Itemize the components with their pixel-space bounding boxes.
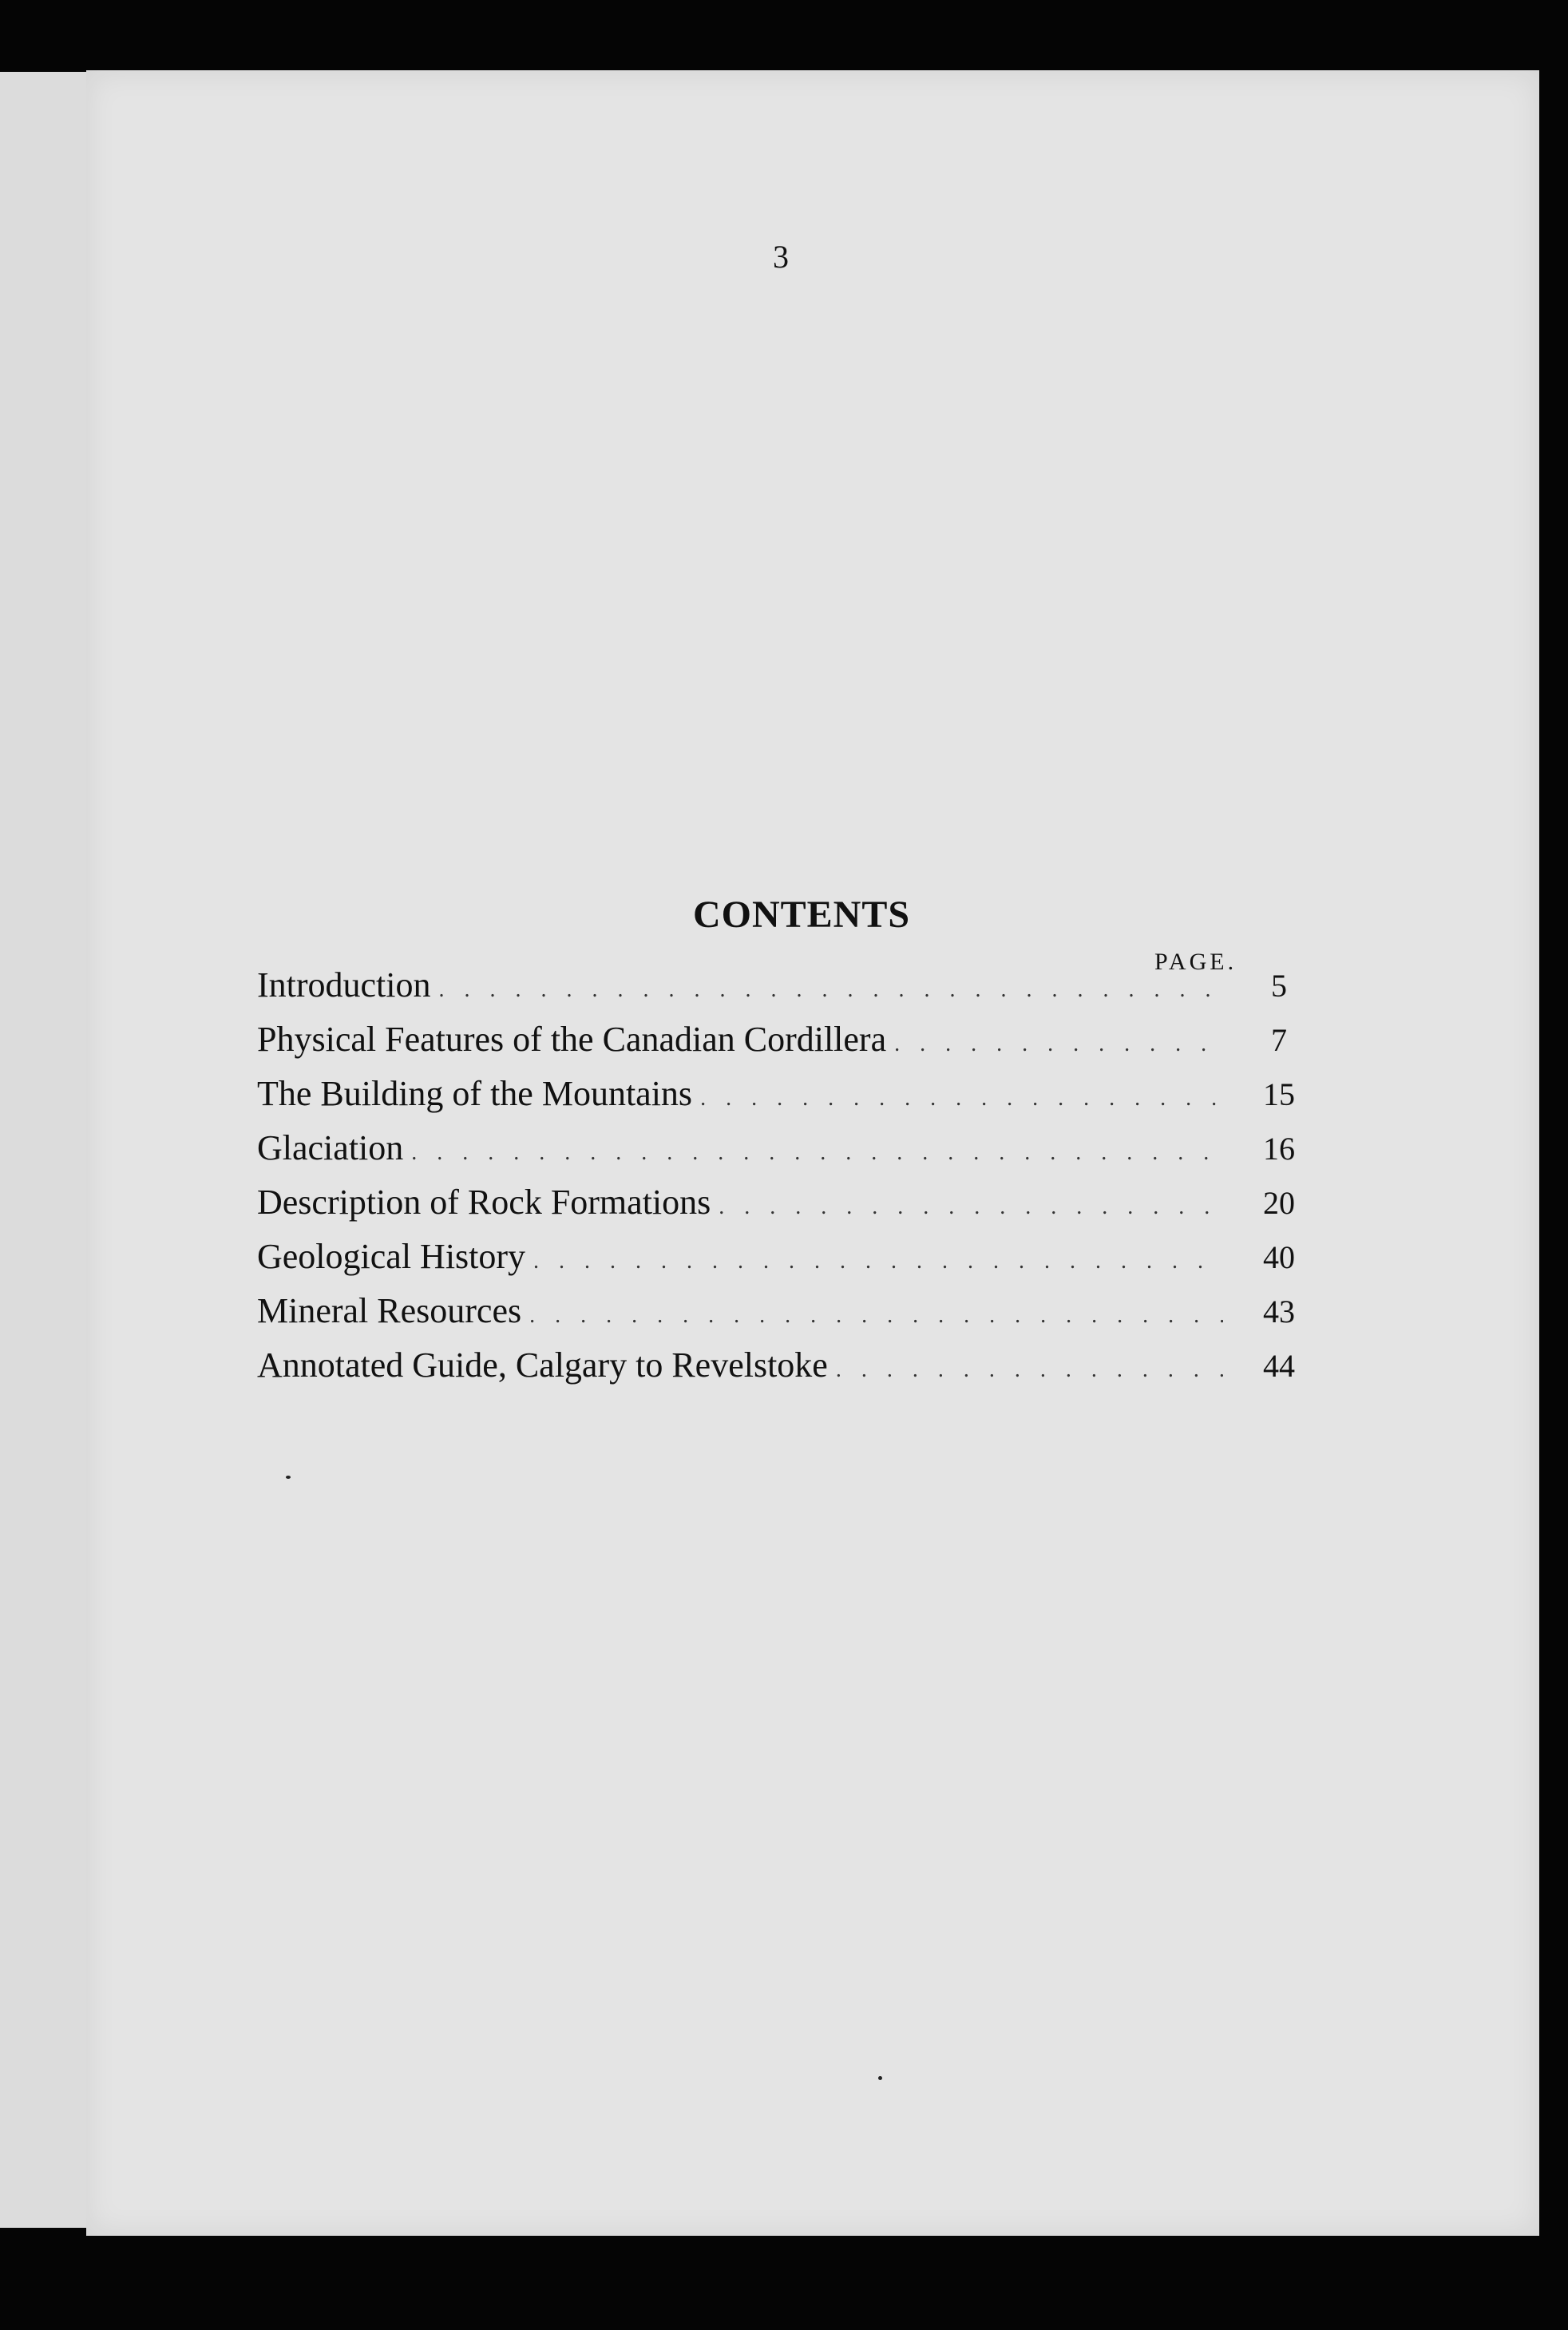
toc-entry-page: 43: [1263, 1294, 1295, 1329]
toc-entry: [257, 1230, 1327, 1284]
toc-entry: [257, 1012, 1327, 1067]
dot-leader: [836, 1343, 1223, 1397]
toc-entry-title: Physical Features of the Canadian Cordillera: [257, 1020, 887, 1059]
toc-entry-title: The Building of the Mountains: [257, 1074, 693, 1113]
contents-heading: CONTENTS: [692, 894, 911, 936]
toc-entry-page: 5: [1271, 968, 1287, 1004]
toc-entry-title: Annotated Guide, Calgary to Revelstoke: [257, 1345, 828, 1385]
toc-entry-page: 16: [1263, 1131, 1295, 1167]
page-number: 3: [773, 239, 789, 275]
dot-leader: [411, 1126, 1223, 1180]
dot-leader: [700, 1072, 1223, 1126]
table-of-contents: [257, 958, 1327, 1393]
dot-leader: [533, 1234, 1223, 1289]
toc-entry-title: Glaciation: [257, 1128, 404, 1167]
scan-speck: [878, 2076, 882, 2080]
toc-entry-page: 20: [1263, 1185, 1295, 1221]
toc-entry: [257, 958, 1327, 1012]
toc-entry-title: Description of Rock Formations: [257, 1183, 711, 1222]
toc-entry-page: 44: [1263, 1348, 1295, 1384]
dot-leader: [719, 1180, 1223, 1234]
dot-leader: [894, 1017, 1223, 1072]
dot-leader: [529, 1289, 1223, 1343]
toc-entry-title: Introduction: [257, 965, 431, 1005]
toc-entry-title: Geological History: [257, 1237, 526, 1276]
toc-entry: [257, 1175, 1327, 1230]
dot-leader: [439, 963, 1223, 1017]
toc-entry-title: Mineral Resources: [257, 1291, 522, 1330]
toc-entry-page: 15: [1263, 1076, 1295, 1112]
toc-entry: [257, 1121, 1327, 1175]
toc-entry-page: 7: [1271, 1022, 1287, 1058]
toc-entry: [257, 1338, 1327, 1393]
toc-entry: [257, 1284, 1327, 1338]
page-column-header: PAGE.: [1154, 949, 1237, 975]
scan-speck: [286, 1476, 291, 1479]
toc-entry-page: 40: [1263, 1239, 1295, 1275]
toc-entry: [257, 1067, 1327, 1121]
previous-page-edge: [0, 72, 97, 2228]
book-page: [86, 70, 1539, 2236]
